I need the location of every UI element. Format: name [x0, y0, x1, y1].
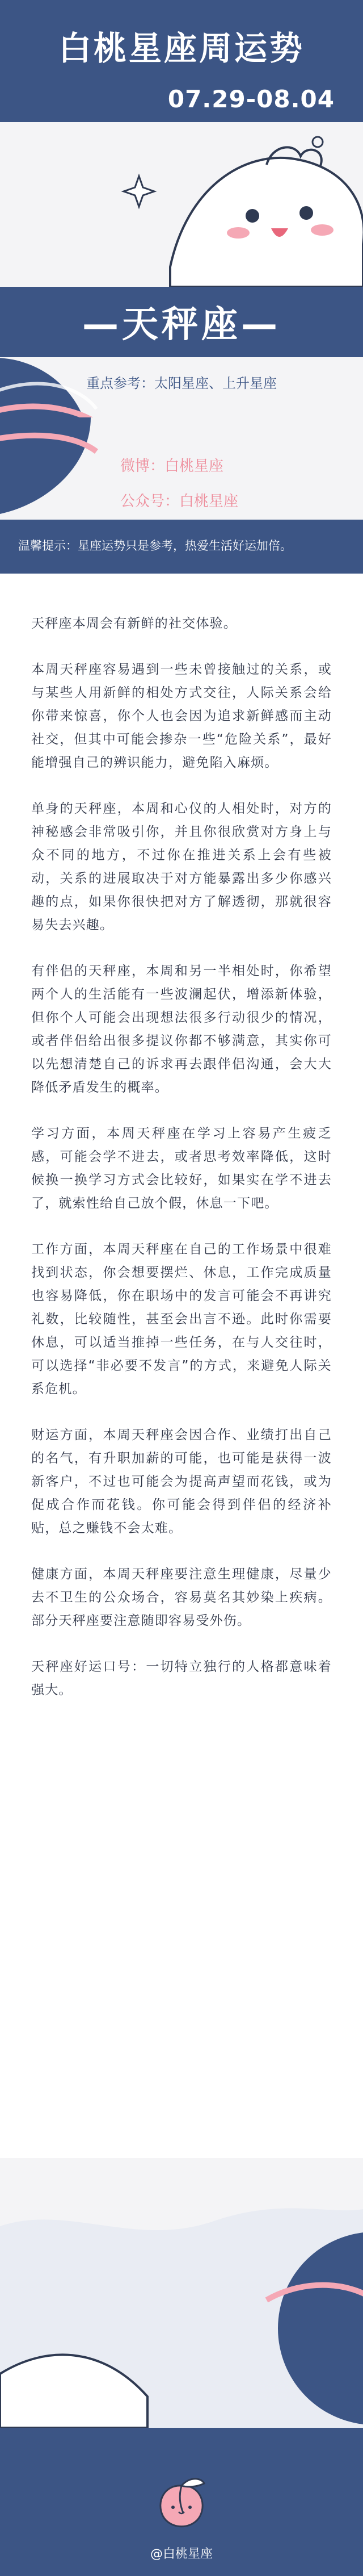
footer-handle: @白桃星座	[150, 2547, 213, 2561]
weibo-handle: 微博：白桃星座	[120, 458, 224, 475]
paragraph-study: 学习方面，本周天秤座在学习上容易产生疲乏感，可能会学不进去，或者思考效率降低，这时候换一换学习方式会比较好，如果实在学不进去了，就索性给自己放个假，休息一下吧。	[31, 1126, 332, 1211]
social-info	[120, 449, 238, 519]
paragraph-single: 单身的天秤座，本周和心仪的人相处时，对方的神秘感会非常吸引你，并且你很欣赏对方身上与众不同的地方，不过你在推进关系上会有些被动，关系的进展取决于对方能暴露出多少你感兴趣的点，如果你很快把对方了解透彻，那就很容易失去兴趣。	[31, 801, 332, 932]
sign-title: —天秤座—	[82, 304, 281, 346]
sparkle-dot-icon	[313, 137, 323, 147]
mascot-blush-left	[227, 227, 250, 239]
wechat-handle: 公众号：白桃星座	[120, 493, 239, 510]
paragraph-health: 健康方面，本周天秤座要注意生理健康，尽量少去不卫生的公众场合，容易莫名其妙染上疾病。部分天秤座要注意随即容易受外伤。	[31, 1567, 332, 1628]
peach-icon	[150, 2473, 213, 2536]
mascot-blush-right	[311, 224, 334, 236]
paragraph-intro: 天秤座本周会有新鲜的社交体验。	[31, 616, 237, 631]
mascot-eye-left	[246, 209, 259, 223]
paragraph-wealth: 财运方面，本周天秤座会因合作、业绩打出自己的名气，有升职加薪的可能，也可能是获得一波新客户，不过也可能会为提高声望而花钱，或为促成合作而花钱。你可能会得到伴侣的经济补贴，总之赚钱不会太难。	[31, 1428, 332, 1536]
mascot-body	[170, 158, 363, 287]
reference-text: 重点参考：太阳星座、上升星座	[86, 375, 277, 391]
paragraph-social: 本周天秤座容易遇到一些未曾接触过的关系，或与某些人用新鲜的相处方式交往，人际关系会给你带来惊喜，你个人也会因为追求新鲜感而主动社交，但其中可能会掺杂一些“危险关系”，最好能增强自己的辨识能力，避免陷入麻烦。	[31, 662, 332, 770]
paragraph-couple: 有伴侣的天秤座，本周和另一半相处时，你希望两个人的生活能有一些波澜起伏，增添新体验，但你个人可能会出现想法很多行动很少的情况，或者伴侣给出很多提议你都不够满意，其实你可以先想清楚自己的诉求再去跟伴侣沟通，会大大降低矛盾发生的概率。	[31, 964, 332, 1095]
date-range: 07.29-08.04	[167, 85, 335, 113]
paragraph-work: 工作方面，本周天秤座在自己的工作场景中很难找到状态，你会想要摆烂、休息，工作完成质量也容易降低，你在职场中的发言可能会不再讲究礼数，比较随性，甚至会出言不逊。此时你需要休息，可以适当推掉一些任务，在与人交往时，可以选择“非必要不发言”的方式，来避免人际关系危机。	[31, 1242, 332, 1396]
sparkle-icon	[124, 176, 154, 207]
paragraph-slogan: 天秤座好运口号：一切特立独行的人格都意味着强大。	[31, 1659, 332, 1697]
horoscope-content	[31, 612, 332, 1725]
mascot-eye-right	[299, 206, 313, 220]
notice-text: 温馨提示：星座运势只是参考，热爱生活好运加倍。	[18, 539, 292, 553]
page-title: 白桃星座周运势	[58, 29, 305, 68]
